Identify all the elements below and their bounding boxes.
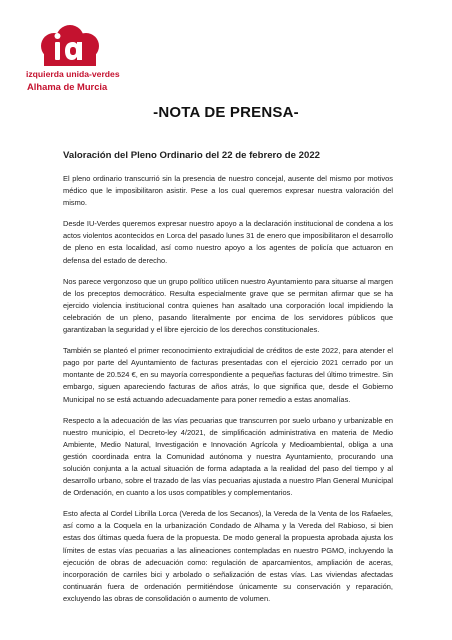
paragraph: Nos parece vergonzoso que un grupo político utilicen nuestro Ayuntamiento para situarse al margen de los preceptos democrático. Resulta especialmente grave que se permitan afirmar que se ha ejercido violencia institucional contra quienes han asaltado una corporación local impidiendo la celebración de un pleno, pasando literalmente por encima de los servidores públicos que garantizaban la seguridad y el libre ejercicio de los derechos constitucionales. bbox=[63, 276, 393, 335]
iu-logo-icon bbox=[40, 24, 100, 68]
document-subject: Valoración del Pleno Ordinario del 22 de febrero de 2022 bbox=[63, 150, 320, 161]
press-release-title: -NOTA DE PRENSA- bbox=[153, 104, 299, 121]
document-body bbox=[63, 173, 393, 614]
paragraph: También se planteó el primer reconocimiento extrajudicial de créditos de este 2022, para atender el pago por parte del Ayuntamiento de facturas presentadas con el ejercicio 2021 cerrado por un montante de 20.524 €, en su mayoría correspondiente a pequeñas facturas del último trimestre. Sin embargo, siguen apareciendo facturas de años atrás, lo que significa que, desde el Gobierno Municipal no se está actuando adecuadamente para poner remedio a estas anomalías. bbox=[63, 346, 393, 404]
paragraph: Respecto a la adecuación de las vías pecuarias que transcurren por suelo urbano y urbanizable en nuestro municipio, el Decreto-ley 4/2021, de simplificación administrativa en materia de Medio Ambiente, Medio Natural, Investigación e Innovación Agrícola y Medioambiental, obliga a una gestión coordinada entra la Comunidad autónoma y nuestra Ayuntamiento, procurando una solución conjunta a la actual situación de forma adaptada a la realidad del paso del tiempo y al desarrollo urbano, sobre el trazado de las vías pecuarias ajustada a nuestro Plan General Municipal de Ordenación, en cuanto a los usos compatibles y complementarios. bbox=[63, 415, 393, 498]
logo-town-name: Alhama de Murcia bbox=[27, 81, 108, 92]
logo-party-name: izquierda unida-verdes bbox=[26, 69, 120, 79]
paragraph: Esto afecta al Cordel Librilla Lorca (Vereda de los Secanos), la Vereda de la Venta de los Rafaeles, así como a la Coquela en la urbanización Condado de Alhama y la Vereda del Rabioso, si bien estas dos últimas queda fuera de la propuesta. De modo general la propuesta aprobada ajusta los límites de estas vías pecuarias a las alineaciones contempladas en nuestro PGMO, incluyendo la ejecución de obras de adecuación como: regulación de aparcamientos, ampliación de aceras, incorporación de carriles bici y arbolado o señalización de estas vías. Las viviendas afectadas continuarán fuera de ordenación permitiéndose únicamente su conservación y reparación, excluyendo las obras de consolidación o aumento de volumen. bbox=[63, 509, 393, 603]
paragraph: Desde IU-Verdes queremos expresar nuestro apoyo a la declaración institucional de condena a los actos violentos acontecidos en Lorca del pasado lunes 31 de enero que imposibilitaron el desarrollo de pleno en esta localidad, así como nuestro apoyo a los agentes de policía que actuaron en defensa del estado de derecho. bbox=[63, 219, 393, 265]
party-logo bbox=[26, 24, 126, 104]
paragraph: El pleno ordinario transcurrió sin la presencia de nuestro concejal, ausente del mismo por motivos médico que le imposibilitaron asistir. Pese a los cual queremos expresar nuestra valoración del mismo. bbox=[63, 174, 393, 208]
